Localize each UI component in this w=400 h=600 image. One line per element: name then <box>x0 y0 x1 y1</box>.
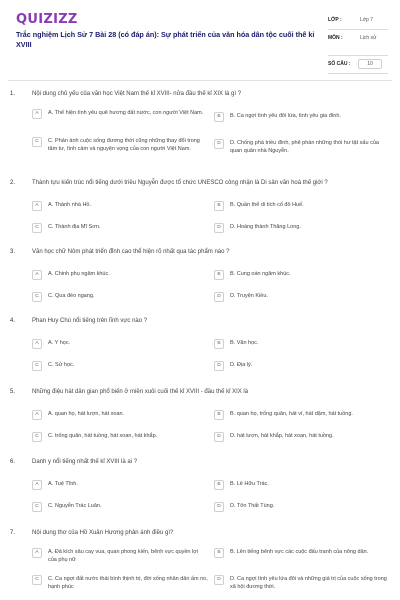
option-letter-badge: C <box>32 575 42 585</box>
question-number: 7. <box>10 530 16 536</box>
option-text: B. Lê Hữu Trác. <box>230 481 269 487</box>
option-text: B. Văn học. <box>230 340 259 346</box>
question-block <box>10 530 390 598</box>
question-number: 4. <box>10 318 16 324</box>
question-block <box>10 180 390 236</box>
option-text: B. Ca ngợi tình yêu đôi lứa, tình yêu gia đình. <box>230 113 341 119</box>
option-letter-badge: C <box>32 137 42 147</box>
option-text: A. quan họ, hát lượn, hát xoan. <box>48 411 125 417</box>
question-number: 2. <box>10 180 16 186</box>
option-letter-badge: A <box>32 201 42 211</box>
option-text: D. Hoàng thành Thăng Long. <box>230 224 301 230</box>
question-text: Những điệu hát dân gian phổ biến ở miền xuôi cuối thế kỉ XVIII - đầu thế kỉ XIX là <box>32 389 249 395</box>
option-text: C. Nguyễn Trác Luân. <box>48 503 102 509</box>
option-letter-badge: A <box>32 109 42 119</box>
option-text: D. Tôn Thất Tùng. <box>230 503 275 509</box>
option-letter-badge: D <box>214 292 224 302</box>
option-letter-badge: B <box>214 548 224 558</box>
option-text: B. Cung oán ngâm khúc. <box>230 271 291 277</box>
option-text: A. Y học. <box>48 340 71 346</box>
option-text: A. Chinh phụ ngâm khúc. <box>48 271 110 277</box>
option-letter-badge: C <box>32 432 42 442</box>
option-letter-badge: A <box>32 270 42 280</box>
meta-class-row <box>328 12 388 30</box>
option-letter-badge: D <box>214 361 224 371</box>
question-text: Danh y nổi tiếng nhất thế kỉ XVIII là ai ? <box>32 459 138 465</box>
option-letter-badge: A <box>32 548 42 558</box>
option-letter-badge: D <box>214 502 224 512</box>
count-value: 10 <box>358 59 382 69</box>
option-letter-badge: D <box>214 139 224 149</box>
option-text: C. Sử học. <box>48 362 75 368</box>
question-text: Nội dung chủ yếu của văn học Việt Nam thế kỉ XVIII- nửa đầu thế kỉ XIX là gì ? <box>32 91 242 97</box>
question-block <box>10 459 390 515</box>
option-letter-badge: C <box>32 361 42 371</box>
quizizz-logo: QUIZIZZ <box>16 12 78 27</box>
option-letter-badge: D <box>214 575 224 585</box>
meta-count-row <box>328 56 388 74</box>
class-label: LỚP : <box>328 17 342 23</box>
document-title: Trắc nghiệm Lịch Sử 7 Bài 28 (có đáp án): Sự phát triển của văn hóa dân tộc cuối thế kỉ XVIII <box>16 30 315 49</box>
option-text: A. Đả kích sâu cay vua, quan phong kiến, bênh vực quyền lợi của phụ nữ <box>48 549 199 563</box>
meta-subject-row <box>328 30 388 56</box>
option-letter-badge: B <box>214 480 224 490</box>
question-text: Phan Huy Chú nổi tiếng trên lĩnh vực nào ? <box>32 318 148 324</box>
count-label: SỐ CÂU : <box>328 61 351 67</box>
option-text: B. Lên tiếng bênh vực các cuộc đấu tranh của nông dân. <box>230 549 369 555</box>
question-text: Văn học chữ Nôm phát triển đỉnh cao thể hiện rõ nhất qua tác phẩm nào ? <box>32 249 230 255</box>
option-letter-badge: A <box>32 339 42 349</box>
option-text: C. Qua đèo ngang. <box>48 293 95 299</box>
option-text: C. Phản ánh cuộc sống đương thời cũng những thay đổi trong tâm tư, tình cảm và nguyện vọng của con người Việt Nam. <box>48 138 200 152</box>
option-text: B. Quần thể di tích cố đô Huế. <box>230 202 304 208</box>
option-text: A. Tuệ Tĩnh. <box>48 481 78 487</box>
option-letter-badge: A <box>32 410 42 420</box>
page-header <box>0 0 400 72</box>
option-letter-badge: C <box>32 223 42 233</box>
meta-panel <box>328 12 388 74</box>
question-number: 3. <box>10 249 16 255</box>
header-divider <box>8 80 392 81</box>
question-block <box>10 249 390 305</box>
option-text: A. Thành nhà Hồ. <box>48 202 92 208</box>
option-text: D. Ca ngợi tình yêu lứa đôi và những giá trị của cuộc sống trong xã hội đương thời. <box>230 576 387 590</box>
option-letter-badge: C <box>32 292 42 302</box>
question-block <box>10 389 390 445</box>
class-value: Lớp 7 <box>360 17 374 23</box>
option-letter-badge: D <box>214 223 224 233</box>
question-number: 5. <box>10 389 16 395</box>
option-letter-badge: B <box>214 270 224 280</box>
question-text: Nội dung thơ của Hồ Xuân Hương phản ánh điều gì? <box>32 530 174 536</box>
option-letter-badge: B <box>214 410 224 420</box>
option-text: D. Chống phá triều đình, phê phán những thói hư tật xấu của quan quân nhà Nguyễn. <box>230 140 379 154</box>
option-letter-badge: A <box>32 480 42 490</box>
option-text: C. Ca ngợi đất nước thái bình thịnh trị, đời sống nhân dân ấm no, hạnh phúc <box>48 576 208 590</box>
option-text: A. Thể hiện tình yêu quê hương đất nước, con người Việt Nam. <box>48 110 204 116</box>
option-text: C. trống quân, hát tuồng, hát xoan, hát khắp. <box>48 433 158 439</box>
option-text: C. Thành địa Mĩ Sơn. <box>48 224 101 230</box>
question-number: 1. <box>10 91 16 97</box>
subject-value: Lịch sử <box>360 35 377 41</box>
question-block <box>10 318 390 374</box>
option-letter-badge: B <box>214 112 224 122</box>
option-text: D. Truyện Kiều. <box>230 293 268 299</box>
question-block <box>10 91 390 167</box>
subject-label: MÔN : <box>328 35 343 41</box>
option-letter-badge: C <box>32 502 42 512</box>
question-number: 6. <box>10 459 16 465</box>
option-text: D. hát lượn, hát khắp, hát xoan, hát tuồng. <box>230 433 334 439</box>
option-text: D. Địa lý. <box>230 362 253 368</box>
option-text: B. quan họ, trống quân, hát ví, hát dặm, hát tuồng. <box>230 411 353 417</box>
option-letter-badge: B <box>214 339 224 349</box>
option-letter-badge: D <box>214 432 224 442</box>
question-text: Thành tựu kiến trúc nổi tiếng dưới triều Nguyễn được tổ chức UNESCO công nhận là Di sản văn hoá thế giới ? <box>32 180 328 186</box>
option-letter-badge: B <box>214 201 224 211</box>
